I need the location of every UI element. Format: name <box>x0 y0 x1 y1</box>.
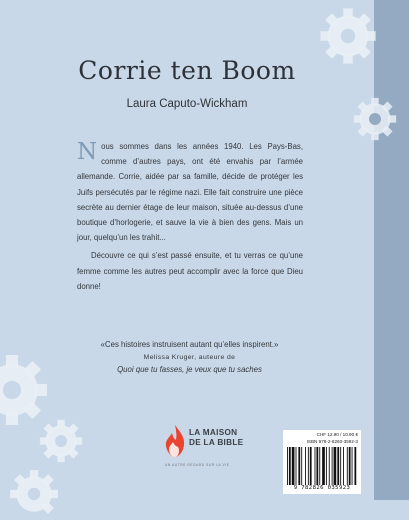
barcode-bar <box>343 447 344 485</box>
endorsement-author: Melissa Kruger, auteure de <box>143 353 236 361</box>
barcode-bar <box>298 447 300 485</box>
gear-icon <box>8 468 60 520</box>
gear-icon <box>0 352 50 428</box>
endorsement-quote: «Ces histoires instruisent autant qu’elles inspirent.» <box>100 340 279 349</box>
blurb-paragraph-2: Découvre ce qui s’est passé ensuite, et tu verras ce qu’une femme comme les autres peut accomplir avec la force que Dieu donne! <box>77 251 303 291</box>
blurb-paragraph-1 <box>77 139 303 245</box>
barcode-bar <box>289 447 291 485</box>
barcode-bar <box>334 447 337 485</box>
barcode-bar <box>308 447 309 485</box>
book-author: Laura Caputo-Wickham <box>126 98 248 110</box>
publisher-tagline: UN AUTRE REGARD SUR LA VIE <box>165 463 230 467</box>
flame-icon <box>164 424 186 458</box>
barcode-bar <box>337 447 339 485</box>
barcode-bar <box>292 447 295 485</box>
barcode-image <box>287 447 357 485</box>
barcode-bar <box>332 447 333 485</box>
barcode-bar <box>305 447 306 485</box>
barcode-bar <box>319 447 320 485</box>
barcode-panel <box>283 430 361 494</box>
book-title: Corrie ten Boom <box>78 56 296 85</box>
barcode-bar <box>340 447 341 485</box>
barcode-bar <box>326 447 327 485</box>
barcode-bar <box>352 447 353 485</box>
barcode-bar <box>349 447 351 485</box>
blurb-paragraph-1-text: ous sommes dans les années 1940. Les Pays-Bas, comme d’autres pays, ont été envahis par l’armée allemande. Corrie, aidée par sa famille, décide de protéger les Juifs persécutés par le régime nazi. Elle fait construire une pièce secrète au dernier étage de leur maison, située au-dessus d’une boutique d’horlogerie, et sauve la vie à bien des gens. Mais un jour, quelqu’un les trahit... <box>77 142 303 243</box>
gear-icon <box>38 418 84 464</box>
isbn-label: ISBN 978-2-8260-3592-3 <box>306 439 358 444</box>
barcode-bar <box>315 447 316 485</box>
barcode-bar <box>329 447 330 485</box>
barcode-bar <box>287 447 288 485</box>
back-cover-blurb <box>77 139 303 294</box>
barcode-bar <box>296 447 297 485</box>
drop-cap: N <box>77 139 98 165</box>
barcode-bar <box>301 447 302 485</box>
endorsement-source: Quoi que tu fasses, je veux que tu saches <box>117 365 262 375</box>
spine-strip <box>374 0 409 500</box>
barcode-bar <box>354 447 356 485</box>
price-label: CHF 12.90 / 10.90 € <box>316 432 358 437</box>
barcode-bar <box>316 447 318 485</box>
publisher-name-line-1: LA MAISON <box>189 428 238 437</box>
endorsement <box>67 339 312 377</box>
barcode-bar <box>322 447 325 485</box>
barcode-bar <box>310 447 312 485</box>
ean-number: 9 782826 035923 <box>293 485 351 491</box>
publisher-name-line-2: DE LA BIBLE <box>189 438 244 447</box>
barcode-bar <box>347 447 348 485</box>
